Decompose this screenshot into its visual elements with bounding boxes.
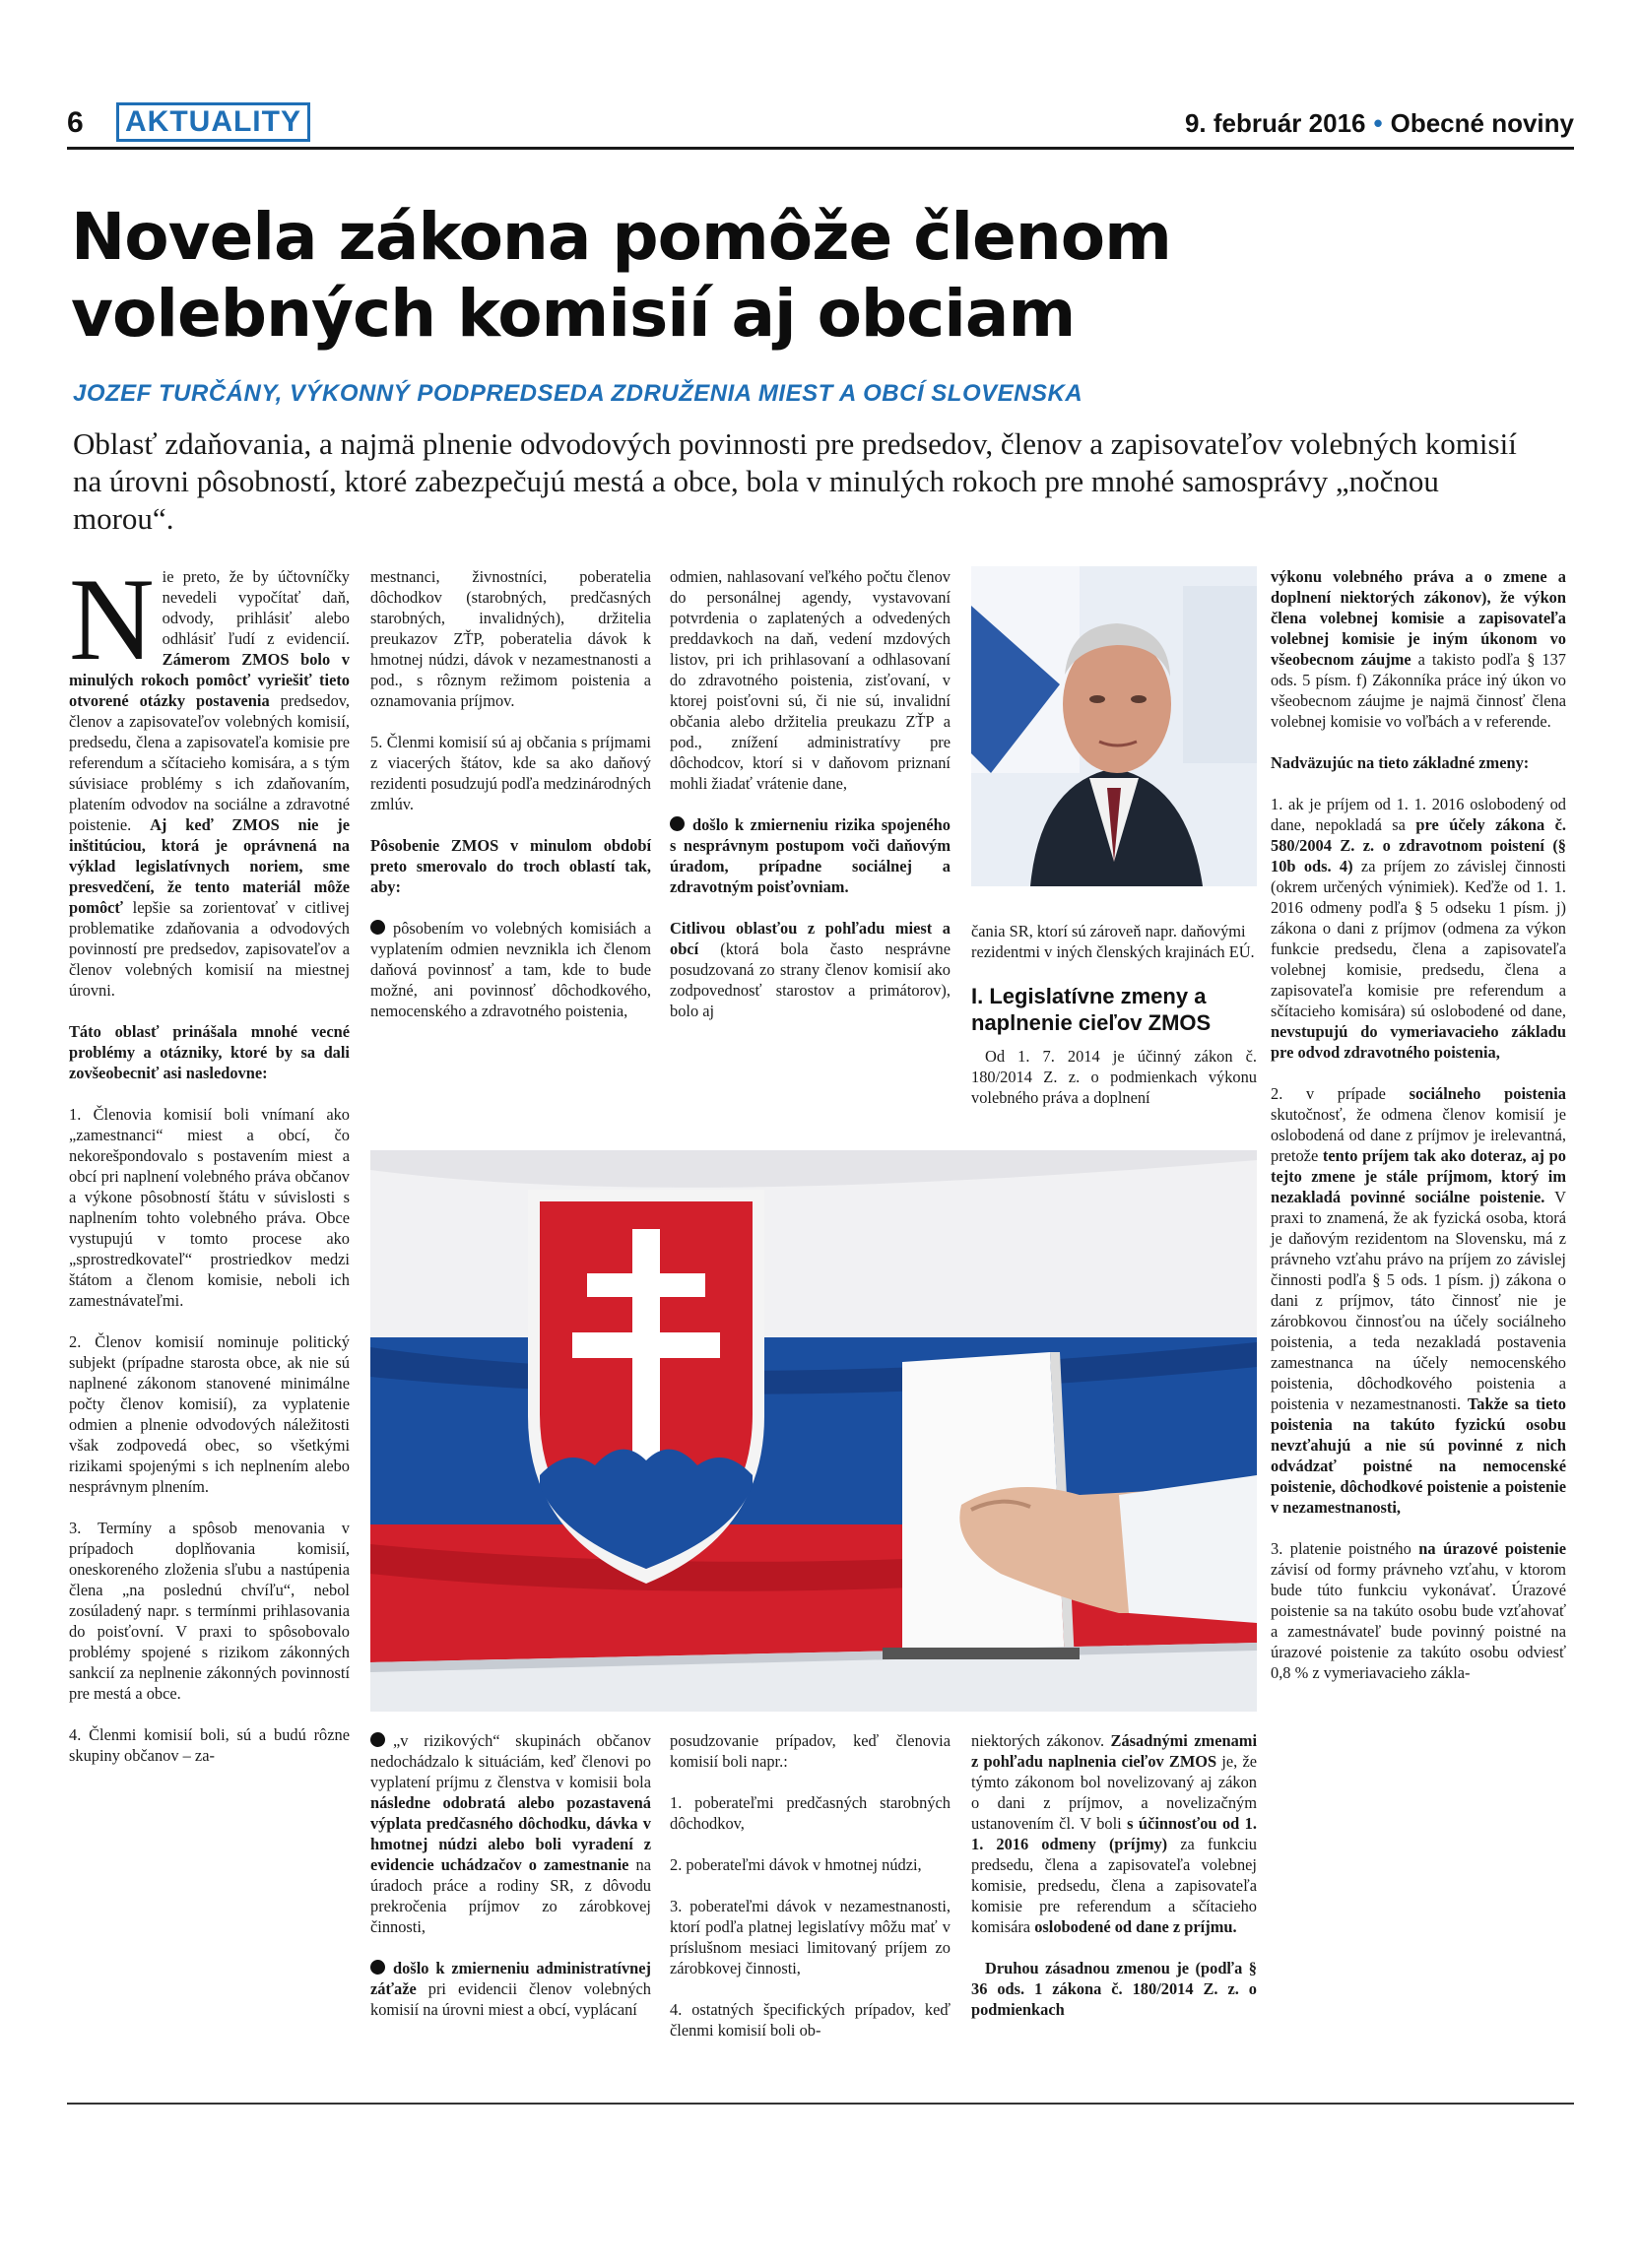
issue-date: 9. február 2016 [1184,108,1366,138]
col5-text-c: Nadväzujúc na tieto základné zmeny: [1271,753,1530,772]
lower-bullet-2 [370,1958,651,2020]
section-subhead: I. Legislatívne zmeny a naplnenie cieľov ZMOS [971,984,1212,1035]
col1-item-4: 4. Členmi komisií boli, sú a budú rôzne skupiny občanov – za- [69,1725,350,1765]
col5-item1-b: pre účely zákona č. 580/2004 Z. z. o zdravotnom poistení (§ 10b ods. 4) [1271,815,1566,875]
portrait-caption: čania SR, ktorí sú zároveň napr. daňovými rezidentmi v iných členských krajinách EÚ. [971,922,1255,961]
lower-column-2 [670,1730,951,2061]
col1-text-f: Táto oblasť prinášala mnohé vecné problémy a otázniky, ktoré by sa dali zovšeobecniť asi nasledovne: [69,1022,350,1082]
col3-bullet-text: došlo k zmierneniu rizika spojeného s nesprávnym postupom voči daňovým úradom, prípadne sociálnej a zdravotným poisťovniam. [670,815,951,896]
column-4 [971,921,1257,1129]
col1-item-2: 2. Členov komisií nominuje politický subjekt (prípadne starosta obce, ak nie sú naplnené zákonom stanovené minimálne počty členov komisií), za vyplatenie odmien a plnenie odvodových náležitosti však zodpovedá obec, so všetkými rizikami spojenými s ich neplnením alebo nesprávnym plnením. [69,1332,350,1496]
col4-paragraph-1: Od 1. 7. 2014 je účinný zákon č. 180/2014 Z. z. o podmienkach výkonu volebného práva a doplnení [971,1047,1257,1107]
col3-paragraph-2 [670,918,951,1021]
col5-item1-d: nevstupujú do vymeriavacieho základu pre odvod zdravotného poistenia, [1271,1022,1566,1062]
col2-item-5: 5. Členmi komisií sú aj občania s príjmami z viacerých štátov, kde sa ako daňový rezidenti posudzujú podľa medzinárodných zmlúv. [370,733,651,813]
lower3-text-f: oslobodené od dane z príjmu. [1034,1917,1237,1936]
flag-ballot-illustration [370,1150,1257,1712]
bullet-icon [370,920,385,935]
article-byline: JOZEF TURČÁNY, VÝKONNÝ PODPREDSEDA ZDRUŽENIA MIEST A OBCÍ SLOVENSKA [73,380,1083,407]
article-headline [71,199,1548,353]
col1-paragraph-1 [69,553,350,1001]
col5-item-2 [1271,1083,1566,1518]
lower3-paragraph-2 [971,1958,1257,2020]
dateline [1185,108,1574,139]
col5-item2-c: skutočnosť, že odmena členov komisií je oslobodená od dane z príjmov je irelevantná, pretože [1271,1105,1566,1165]
col3-text-b: (ktorá bola často nesprávne posudzovaná zo strany členov komisií ako zodpovednosť starostov a primátorov), bolo aj [670,940,951,1020]
col3-bullet-1 [670,814,951,897]
col5-item3-c: závisí od formy právneho vzťahu, v ktorom bude túto funkciu vykonávať. Úrazové poistenie sa na takúto osobu bude vzťahovať a zamestnávateľ bude povinný poistné na úrazové poistenie za takúto osobu odviesť 0,8 % z vymeriavacieho zákla- [1271,1560,1566,1682]
lower3-text-a: niektorých zákonov. [971,1731,1105,1750]
col2-paragraph-2 [370,835,651,897]
col5-item3-a: 3. platenie poistného [1271,1539,1411,1558]
lower-column-1 [370,1730,651,2041]
lower3-text-b: Zásadnými zmenami z pohľadu naplnenia cieľov ZMOS [971,1731,1257,1771]
col5-item1-c: za príjem zo závislej činnosti (okrem určených výnimiek). Keďže od 1. 1. 2016 odmeny podľa § 5 odseku 1 písm. j) zákona o dani z príjmov (odmena za výkon funkcie predsedu, člena a zapisovateľa volebnej komisie, predsedu, člena a zapisovateľa komisie pre referendum a sčítacieho komisára) sú oslobodené od dane, [1271,857,1566,1020]
page-header [67,102,1574,150]
col5-item2-e: V praxi to znamená, že ak fyzická osoba, ktorá je daňovým rezidentom na Slovensku, má z právneho vzťahu právo na príjem zo závislej činnosti podľa § 5 ods. 1 písm. j) zákona o dani z príjmov, táto činnosť nie je zárobkovou činnosťou na účely sociálneho poistenia, a teda nezakladá postavenia zamestnanca na účely nemocenského poistenia, dôchodkového poistenia a poistenia v nezamestnanosti. [1271,1188,1566,1413]
section-label[interactable]: AKTUALITY [116,102,310,142]
lower2-item-4: 4. ostatných špecifických prípadov, keď členmi komisií boli ob- [670,2000,951,2040]
col5-item-1 [1271,794,1566,1063]
col1-item-1: 1. Členovia komisií boli vnímaní ako „zamestnanci“ miest a obcí, čo nekorešpondovalo s postavením miest a obcí pri naplnení volebného práva občanov a výkone pôsobností štátu v súvislosti s naplnením tohto volebného práva. Obce vystupujú v tomto procese ako „sprostredkovateľ“ prostriedkov medzi štátom a členom komisie, neboli ich zamestnávateľmi. [69,1105,350,1310]
portrait-illustration [971,566,1257,886]
col1-item-3: 3. Termíny a spôsob menovania v prípadoch doplňovania komisií, oneskoreného zloženia sľubu a nastúpenia člena „na poslednú chvíľu“, nebol zosúladený napr. s termínmi prihlasovania do poisťovní. V praxi to spôsobovalo problémy spojené s rizikom zákonných sankcií za neplnenie zákonných povinností pre mestá a obce. [69,1519,350,1703]
col1-text-b: Zámerom ZMOS bolo v minulých rokoch pomôcť vyriešiť tieto otvorené otázky postavenia [69,650,350,710]
col1-text-e: lepšie sa zorientovať v citlivej problematike zdaňovania a odvodových povinností pre predsedov, zapisovateľov a členov volebných komisií na miestnej úrovni. [69,898,350,1000]
col5-text-a: výkonu volebného práva a o zmene a doplnení niektorých zákonov), že výkon člena volebnej komisie a zapisovateľa volebnej komisie je iným úkonom vo všeobecnom záujme [1271,567,1566,669]
col1-text-c: predsedov, členov a zapisovateľov volebných komisií, predsedu, člena a zapisovateľa komisie pre referendum a sčítacieho komisára, a s tým súvisiace problémy s ich zdaňovaním, platením odvodov na sociálne a zdravotné poistenie. [69,691,350,834]
lower2-paragraph: posudzovanie prípadov, keď členovia komisií boli napr.: [670,1731,951,1771]
col5-paragraph-2 [1271,752,1566,773]
footer-rule [67,2103,1574,2105]
lower1-text-b: následne odobratá alebo pozastavená výplata predčasného dôchodku, dávka v hmotnej núdzi alebo boli vyradení z evidencie uchádzačov o zamestnanie [370,1793,651,1874]
column-2 [370,566,651,1042]
col5-item2-f: Takže sa tieto poistenia na takúto fyzickú osobu nevzťahujú a nie sú povinné z nich odvádzať poistné na nemocenské poistenie, dôchodkové poistenie a poistenie v nezamestnanosti, [1271,1394,1566,1517]
column-1 [69,553,350,1786]
lower3-text-c: je, že týmto zákonom bol novelizovaný aj zákon o dani z príjmov, a novelizačným ustanovením čl. V boli [971,1752,1257,1833]
col2-bullet-text: pôsobením vo volebných komisiách a vyplatením odmien nevznikla ich členom daňová povinnosť a tam, kde to bude možné, ani povinnosť dôchodkového, nemocenského a zdravotného poistenia, [370,919,651,1020]
portrait-photo [971,566,1257,886]
lower1-text-d: došlo k zmierneniu administratívnej záťaže [370,1959,651,1998]
lower2-item-3: 3. poberateľmi dávok v nezamestnanosti, ktorí podľa platnej legislatívy môžu mať v príslušnom mesiaci limitovaný príjem zo zárobkovej činnosti, [670,1897,951,1977]
col1-text-d: Aj keď ZMOS nie je inštitúciou, ktorá je oprávnená na výklad legislatívnych noriem, sme presvedčení, že tento materiál môže pomôcť [69,815,350,917]
col5-item2-d: tento príjem tak ako doteraz, aj po tejto zmene je stále príjmom, ktorý im nezakladá povinné sociálne poistenie. [1271,1146,1566,1206]
col3-text-a: Citlivou oblasťou z pohľadu miest a obcí [670,919,951,958]
column-5 [1271,566,1566,1704]
col5-item3-b: na úrazové poistenie [1418,1539,1566,1558]
bullet-icon [370,1960,385,1975]
lower1-text-c: na úradoch práce a rodiny SR, z dôvodu prekročenia príjmov zo zárobkovej činnosti, [370,1855,651,1936]
lower1-text-e: pri evidencii členov volebných komisií na úrovni miest a obcí, vyplácaní [370,1979,651,2019]
lower-bullet-1 [370,1730,651,1937]
col5-paragraph-1 [1271,566,1566,732]
lower-column-3 [971,1730,1257,2041]
col2-text-b: Pôsobenie ZMOS v minulom období preto smerovalo do troch oblastí tak, aby: [370,836,651,896]
publication-name: Obecné noviny [1390,108,1574,138]
headline-line-1: Novela zákona pomôže členom [71,199,1171,275]
col1-text-a: ie preto, že by účtovníčky nevedeli vypočítať daň, odvody, prihlásiť alebo odhlásiť ľudí z evidencií. [162,567,350,648]
col5-text-b: a takisto podľa § 137 ods. 5 písm. f) Zákonníka práce iný úkon vo všeobecnom záujme je najmä činnosť člena volebnej komisie vo voľbách a v referende. [1271,650,1566,731]
col5-item-3 [1271,1538,1566,1683]
col2-bullet-1 [370,918,651,1021]
lower2-item-1: 1. poberateľmi predčasných starobných dôchodkov, [670,1793,951,1833]
main-photo [370,1150,1257,1712]
headline-line-2: volebných komisií aj obciam [71,276,1076,352]
col5-item2-a: 2. v prípade [1271,1084,1386,1103]
col1-paragraph-2 [69,1021,350,1083]
page-number: 6 [67,106,84,139]
bullet-icon [670,816,685,831]
separator-dot: • [1373,108,1383,138]
column-3 [670,566,951,1042]
lower3-text-g: Druhou zásadnou zmenou je (podľa § 36 ods. 1 zákona č. 180/2014 Z. z. o podmienkach [971,1959,1257,2019]
article-lead: Oblasť zdaňovania, a najmä plnenie odvodových povinnosti pre predsedov, členov a zapisovateľov volebných komisií na úrovni pôsobností, ktoré zabezpečujú mestá a obce, bola v minulých rokoch pre mnohé samosprávy „nočnou morou“. [73,426,1517,536]
col5-item2-b: sociálneho poistenia [1409,1084,1566,1103]
col5-item1-a: 1. ak je príjem od 1. 1. 2016 oslobodený od dane, nepokladá sa [1271,795,1566,834]
lower2-item-2: 2. poberateľmi dávok v hmotnej núdzi, [670,1855,922,1874]
col3-paragraph-1: odmien, nahlasovaní veľkého počtu členov do personálnej agendy, vystavovaní potvrdenia o zaplatených a odvedených preddavkoch na daň, vedení mzdových listov, pri ich prihlasovaní a odhlasovaní do zdravotného poistenia, zisťovaní, v ktorej poisťovni sú, či nie sú, invalidní občania alebo držitelia preukazu ZŤP a pod., znížení administratívy pre dôchodcov, ktorí si v daňovom priznaní mohli žiadať vrátenie dane, [670,567,951,793]
col2-paragraph-1: mestnanci, živnostníci, poberatelia dôchodkov (starobných, predčasných starobných, invalidných), držitelia preukazov ZŤP, poberatelia dávok k hmotnej núdzi, dávok v nezamestnanosti a pod., s rôznym režimom poistenia a oznamovania príjmov. [370,567,651,710]
lower1-text-a: „v rizikových“ skupinách občanov nedochádzalo k situáciám, keď členovi po vyplatení príjmu z členstva v komisii bola [370,1731,651,1791]
drop-cap: N [69,553,155,684]
bullet-icon [370,1732,385,1747]
lower3-text-e: za funkciu predsedu, člena a zapisovateľa volebnej komisie, predsedu, člena a zapisovateľa komisie pre referendum a sčítacieho komisára [971,1835,1257,1936]
lower3-paragraph-1 [971,1730,1257,1937]
lower3-text-d: s účinnosťou od 1. 1. 2016 odmeny (príjmy) [971,1814,1257,1853]
